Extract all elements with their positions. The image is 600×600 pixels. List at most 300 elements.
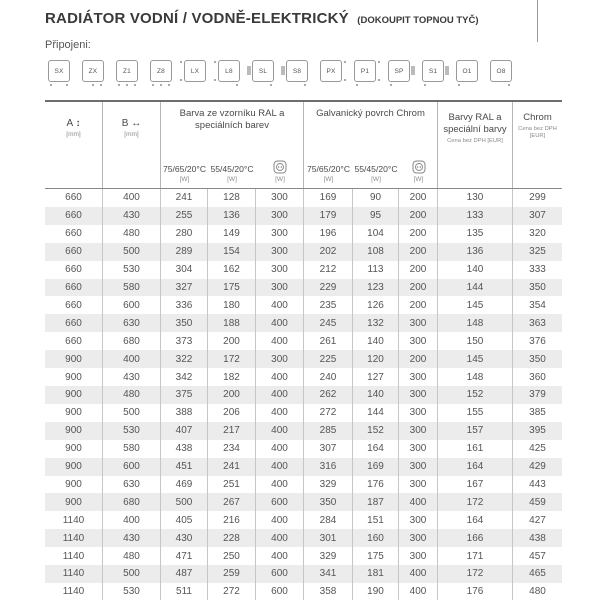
table-cell: 200 (398, 207, 437, 225)
temp-high-label: 75/65/20°C (306, 164, 351, 174)
table-cell: 329 (303, 547, 352, 565)
table-cell: 350 (512, 350, 562, 368)
table-cell: 395 (512, 422, 562, 440)
table-cell: 500 (102, 404, 160, 422)
connection-type-label: Z1 (123, 67, 131, 75)
table-cell: 140 (352, 332, 398, 350)
table-cell: 400 (255, 332, 303, 350)
table-cell: 438 (160, 440, 207, 458)
table-row (45, 189, 562, 207)
table-cell: 120 (352, 350, 398, 368)
table-cell: 1140 (62, 532, 85, 544)
table-row (45, 279, 562, 297)
table-cell: 400 (255, 440, 303, 458)
group-ral-subcolumns (161, 146, 303, 188)
table-cell: 320 (512, 225, 562, 243)
table-cell: 108 (352, 243, 398, 261)
table-row (45, 440, 562, 458)
table-cell: 429 (512, 458, 562, 476)
table-cell: 400 (255, 314, 303, 332)
connection-mark (66, 84, 68, 86)
connection-mark (118, 84, 120, 86)
table-cell: 187 (352, 493, 398, 511)
table-cell: 480 (102, 547, 160, 565)
table-cell: 157 (437, 422, 512, 440)
table-cell: 660 (65, 335, 82, 347)
table-cell: 430 (160, 529, 207, 547)
table-cell: 400 (398, 583, 437, 600)
connection-mark (160, 84, 162, 86)
table-cell: 900 (65, 461, 82, 473)
connection-mark (344, 61, 346, 63)
price-ral-label: Barvy RAL a speciální barvy (443, 112, 507, 135)
table-cell: 430 (102, 207, 160, 225)
connection-type-sp (388, 60, 410, 82)
electric-socket-icon (412, 160, 426, 174)
connection-type-label: L8 (225, 67, 233, 75)
table-cell: 329 (303, 476, 352, 494)
table-cell: 261 (303, 332, 352, 350)
table-cell: 400 (255, 458, 303, 476)
table-cell: 900 (65, 478, 82, 490)
connection-mark (508, 84, 510, 86)
table-cell: 300 (398, 368, 437, 386)
connection-mark (152, 84, 154, 86)
table-cell: 272 (303, 404, 352, 422)
table-cell: 90 (352, 189, 398, 207)
connection-type-label: ZX (88, 67, 98, 75)
connection-mark (92, 84, 94, 86)
table-row (45, 547, 562, 565)
table-cell: 206 (207, 404, 255, 422)
connection-type-sx (48, 60, 70, 82)
connection-mark (134, 84, 136, 86)
table-cell: 465 (512, 565, 562, 583)
table-cell: 284 (303, 511, 352, 529)
connection-type-label: LX (190, 67, 200, 75)
connection-type-label: O1 (462, 67, 472, 75)
table-cell: 373 (160, 332, 207, 350)
table-cell: 300 (398, 332, 437, 350)
table-cell: 400 (398, 493, 437, 511)
table-cell: 300 (398, 547, 437, 565)
table-row (45, 422, 562, 440)
table-cell: 316 (303, 458, 352, 476)
connection-type-s8 (286, 60, 308, 82)
table-cell: 400 (255, 511, 303, 529)
table-cell: 600 (255, 583, 303, 600)
table-row (45, 583, 562, 600)
table-cell: 451 (160, 458, 207, 476)
table-cell: 400 (102, 189, 160, 207)
subcol-chrom-temp-low (353, 146, 399, 188)
table-cell: 300 (255, 350, 303, 368)
table-row (45, 458, 562, 476)
table-cell: 342 (160, 368, 207, 386)
table-cell: 400 (255, 547, 303, 565)
table-cell: 1140 (62, 568, 85, 580)
table-cell: 241 (207, 458, 255, 476)
table-row (45, 511, 562, 529)
table-cell: 400 (102, 511, 160, 529)
table-row (45, 476, 562, 494)
column-header-price-ral (437, 102, 512, 188)
table-header (45, 102, 562, 189)
connection-type-label: O8 (496, 67, 506, 75)
width-b-label: B ↔ (121, 118, 142, 129)
table-row (45, 332, 562, 350)
connection-type-label: Z8 (157, 67, 165, 75)
connection-mark (180, 79, 182, 81)
table-cell: 900 (65, 443, 82, 455)
table-cell: 1140 (62, 514, 85, 526)
table-cell: 123 (352, 279, 398, 297)
group-ral-label: Barva ze vzorníku RAL a speciálních barev (179, 108, 285, 131)
table-cell: 333 (512, 261, 562, 279)
table-cell: 480 (102, 386, 160, 404)
table-row (45, 207, 562, 225)
table-cell: 580 (102, 440, 160, 458)
connection-type-l8 (218, 60, 240, 82)
connection-type-lx (184, 60, 206, 82)
table-cell: 300 (398, 458, 437, 476)
table-cell: 660 (65, 228, 82, 240)
table-cell: 164 (437, 458, 512, 476)
table-cell: 289 (160, 243, 207, 261)
table-cell: 600 (102, 458, 160, 476)
table-cell: 164 (352, 440, 398, 458)
table-cell: 487 (160, 565, 207, 583)
table-row (45, 296, 562, 314)
table-cell: 175 (352, 547, 398, 565)
table-cell: 133 (437, 207, 512, 225)
table-cell: 280 (160, 225, 207, 243)
connection-mark (390, 84, 392, 86)
table-cell: 245 (303, 314, 352, 332)
table-cell: 407 (160, 422, 207, 440)
table-cell: 600 (255, 565, 303, 583)
table-row (45, 386, 562, 404)
table-cell: 900 (65, 407, 82, 419)
table-cell: 500 (102, 243, 160, 261)
table-cell: 379 (512, 386, 562, 404)
table-cell: 225 (303, 350, 352, 368)
table-cell: 299 (512, 189, 562, 207)
connection-type-sl (252, 60, 274, 82)
table-cell: 530 (102, 583, 160, 600)
table-cell: 172 (437, 493, 512, 511)
connection-type-p1 (354, 60, 376, 82)
table-cell: 385 (512, 404, 562, 422)
table-cell: 150 (437, 332, 512, 350)
table-cell: 267 (207, 493, 255, 511)
table-cell: 300 (255, 279, 303, 297)
page-divider-line (537, 0, 538, 42)
table-row (45, 350, 562, 368)
table-cell: 680 (102, 332, 160, 350)
connection-mark (236, 84, 238, 86)
table-cell: 341 (303, 565, 352, 583)
electric-socket-icon (273, 160, 287, 174)
table-cell: 262 (303, 386, 352, 404)
table-cell: 660 (65, 210, 82, 222)
table-cell: 400 (255, 404, 303, 422)
table-row (45, 243, 562, 261)
price-ral-note: Cena bez DPH [EUR] (447, 137, 503, 144)
table-cell: 200 (398, 279, 437, 297)
table-cell: 240 (303, 368, 352, 386)
table-cell: 457 (512, 547, 562, 565)
table-cell: 660 (65, 299, 82, 311)
table-cell: 175 (207, 279, 255, 297)
table-cell: 459 (512, 493, 562, 511)
table-cell: 176 (352, 476, 398, 494)
connection-type-o1 (456, 60, 478, 82)
table-cell: 300 (398, 386, 437, 404)
table-cell: 127 (352, 368, 398, 386)
table-cell: 350 (303, 493, 352, 511)
connection-mark (50, 84, 52, 86)
table-cell: 300 (255, 261, 303, 279)
table-cell: 430 (102, 368, 160, 386)
connection-mark (180, 61, 182, 63)
table-cell: 301 (303, 529, 352, 547)
table-cell: 300 (398, 511, 437, 529)
table-cell: 212 (303, 261, 352, 279)
table-cell: 600 (102, 296, 160, 314)
table-row (45, 404, 562, 422)
table-cell: 660 (65, 192, 82, 204)
price-chrom-note: Cena bez DPH [EUR] (518, 125, 557, 140)
connection-type-label: SX (54, 67, 64, 75)
table-cell: 182 (207, 368, 255, 386)
table-cell: 300 (398, 476, 437, 494)
table-cell: 234 (207, 440, 255, 458)
subcol-ral-temp-high (161, 146, 208, 188)
table-cell: 135 (437, 225, 512, 243)
table-cell: 304 (160, 261, 207, 279)
table-cell: 216 (207, 511, 255, 529)
table-cell: 307 (512, 207, 562, 225)
table-cell: 400 (255, 476, 303, 494)
table-cell: 660 (65, 246, 82, 258)
column-header-height-a (45, 102, 102, 188)
table-cell: 376 (512, 332, 562, 350)
table-row (45, 261, 562, 279)
table-cell: 405 (160, 511, 207, 529)
height-a-label: A ↕ (66, 118, 81, 129)
table-cell: 148 (437, 368, 512, 386)
connection-type-label: SP (394, 67, 404, 75)
table-cell: 500 (102, 565, 160, 583)
table-cell: 285 (303, 422, 352, 440)
table-cell: 375 (160, 386, 207, 404)
connection-mark (378, 61, 380, 63)
table-cell: 300 (255, 207, 303, 225)
connection-mark (247, 66, 251, 75)
table-cell: 680 (102, 493, 160, 511)
page-title-row (45, 10, 479, 28)
table-cell: 400 (255, 368, 303, 386)
table-cell: 300 (255, 225, 303, 243)
connection-mark (281, 66, 285, 75)
table-cell: 145 (437, 350, 512, 368)
table-cell: 325 (512, 243, 562, 261)
connection-mark (424, 84, 426, 86)
table-cell: 104 (352, 225, 398, 243)
connection-mark (445, 66, 449, 75)
subcol-chrom-temp-high (304, 146, 353, 188)
table-cell: 358 (303, 583, 352, 600)
table-cell: 149 (207, 225, 255, 243)
table-cell: 400 (255, 529, 303, 547)
table-cell: 900 (65, 353, 82, 365)
table-cell: 300 (255, 243, 303, 261)
table-cell: 136 (437, 243, 512, 261)
table-cell: 307 (303, 440, 352, 458)
table-cell: 255 (160, 207, 207, 225)
table-cell: 327 (160, 279, 207, 297)
connection-mark (270, 84, 272, 86)
table-cell: 430 (102, 529, 160, 547)
table-cell: 162 (207, 261, 255, 279)
connection-mark (356, 84, 358, 86)
table-cell: 181 (352, 565, 398, 583)
connection-mark (168, 84, 170, 86)
table-cell: 251 (207, 476, 255, 494)
table-cell: 126 (352, 296, 398, 314)
column-header-price-chrom (512, 102, 562, 188)
price-chrom-label: Chrom (523, 112, 552, 123)
table-cell: 152 (437, 386, 512, 404)
subcol-ral-temp-low (208, 146, 256, 188)
table-body (45, 189, 562, 600)
table-cell: 164 (437, 511, 512, 529)
table-cell: 171 (437, 547, 512, 565)
table-cell: 179 (303, 207, 352, 225)
table-cell: 425 (512, 440, 562, 458)
table-cell: 196 (303, 225, 352, 243)
connection-type-z8 (150, 60, 172, 82)
table-cell: 1140 (62, 586, 85, 598)
temp-low-label: 55/45/20°C (210, 164, 254, 174)
table-row (45, 314, 562, 332)
connection-type-s1 (422, 60, 444, 82)
connection-type-label: SL (258, 67, 268, 75)
table-cell: 229 (303, 279, 352, 297)
table-cell: 200 (398, 225, 437, 243)
connection-type-zx (82, 60, 104, 82)
connection-mark (126, 84, 128, 86)
page-title-note: (DOKOUPIT TOPNOU TYČ) (357, 15, 479, 26)
connection-mark (214, 79, 216, 81)
table-cell: 200 (398, 189, 437, 207)
watt-unit-label: [W] (275, 176, 285, 183)
table-cell: 200 (398, 296, 437, 314)
table-cell: 438 (512, 529, 562, 547)
table-cell: 169 (303, 189, 352, 207)
watt-unit-label: [W] (323, 176, 334, 183)
table-cell: 200 (398, 261, 437, 279)
table-cell: 190 (352, 583, 398, 600)
table-cell: 469 (160, 476, 207, 494)
connection-mark (214, 61, 216, 63)
table-cell: 660 (65, 264, 82, 276)
table-cell: 180 (207, 296, 255, 314)
table-cell: 154 (207, 243, 255, 261)
table-cell: 130 (437, 189, 512, 207)
table-cell: 176 (437, 583, 512, 600)
table-cell: 235 (303, 296, 352, 314)
table-row (45, 225, 562, 243)
table-row (45, 368, 562, 386)
table-cell: 350 (160, 314, 207, 332)
table-cell: 400 (102, 350, 160, 368)
subcol-chrom-electric (399, 146, 438, 188)
table-cell: 900 (65, 425, 82, 437)
table-cell: 388 (160, 404, 207, 422)
table-cell: 900 (65, 389, 82, 401)
table-cell: 530 (102, 422, 160, 440)
table-cell: 1140 (62, 550, 85, 562)
table-cell: 148 (437, 314, 512, 332)
table-cell: 427 (512, 511, 562, 529)
table-cell: 151 (352, 511, 398, 529)
table-cell: 166 (437, 529, 512, 547)
connections-label: Připojeni: (45, 39, 91, 51)
connection-type-label: P1 (360, 67, 370, 75)
table-cell: 363 (512, 314, 562, 332)
table-cell: 660 (65, 317, 82, 329)
table-cell: 144 (352, 404, 398, 422)
table-cell: 600 (255, 493, 303, 511)
table-cell: 300 (398, 422, 437, 440)
table-cell: 259 (207, 565, 255, 583)
radiator-spec-table (45, 100, 562, 600)
watt-unit-label: [W] (371, 176, 381, 183)
connection-mark (344, 79, 346, 81)
table-cell: 172 (437, 565, 512, 583)
width-b-unit: [mm] (124, 131, 139, 138)
connection-type-px (320, 60, 342, 82)
table-cell: 300 (255, 189, 303, 207)
table-cell: 500 (160, 493, 207, 511)
table-cell: 300 (398, 440, 437, 458)
temp-high-label: 75/65/20°C (162, 164, 207, 174)
table-cell: 272 (207, 583, 255, 600)
table-cell: 161 (437, 440, 512, 458)
table-row (45, 529, 562, 547)
table-cell: 172 (207, 350, 255, 368)
connection-mark (378, 79, 380, 81)
height-a-unit: [mm] (66, 131, 81, 138)
table-cell: 250 (207, 547, 255, 565)
connection-mark (304, 84, 306, 86)
table-cell: 480 (102, 225, 160, 243)
table-cell: 336 (160, 296, 207, 314)
table-cell: 530 (102, 261, 160, 279)
connection-types-row (48, 60, 512, 82)
watt-unit-label: [W] (413, 176, 424, 183)
watt-unit-label: [W] (227, 176, 237, 183)
table-cell: 140 (352, 386, 398, 404)
table-cell: 300 (398, 314, 437, 332)
table-cell: 95 (352, 207, 398, 225)
temp-low-label: 55/45/20°C (354, 164, 398, 174)
table-cell: 900 (65, 496, 82, 508)
table-cell: 350 (512, 279, 562, 297)
table-cell: 241 (160, 189, 207, 207)
